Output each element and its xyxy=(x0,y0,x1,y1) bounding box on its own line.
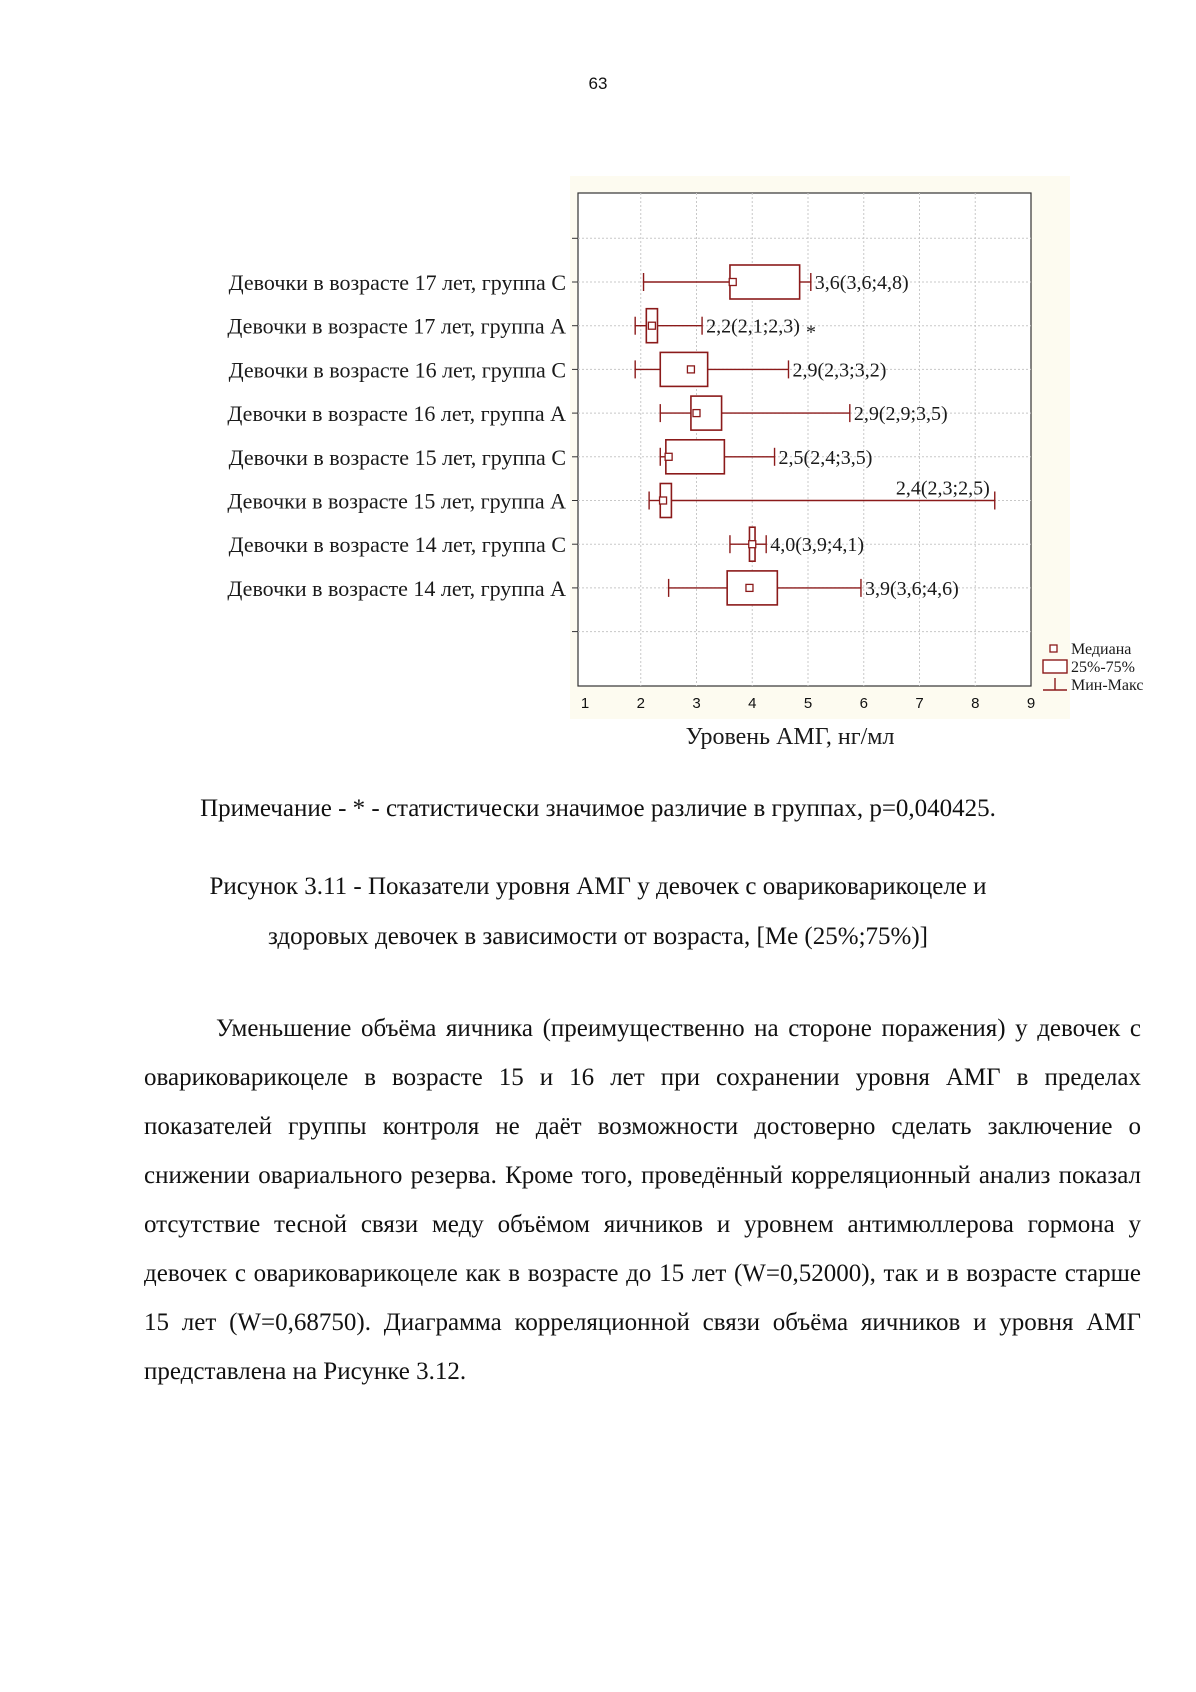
body-text xyxy=(144,1004,1141,1396)
x-tick-label: 1 xyxy=(580,695,590,712)
figure-caption xyxy=(0,862,1196,962)
median-marker xyxy=(660,497,667,504)
figure-note: Примечание - * - статистически значимое различие в группах, p=0,040425. xyxy=(200,795,996,822)
category-label: Девочки в возрасте 14 лет, группа С xyxy=(228,532,566,558)
median-marker xyxy=(746,584,753,591)
x-tick-label: 7 xyxy=(915,695,924,712)
iqr-box xyxy=(730,265,800,299)
x-tick-label: 4 xyxy=(748,695,757,712)
category-label: Девочки в возрасте 17 лет, группа С xyxy=(228,270,566,295)
median-marker xyxy=(687,366,694,373)
value-annotation: 2,2(2,1;2,3) xyxy=(706,315,800,338)
x-tick-label: 3 xyxy=(692,695,701,712)
median-marker xyxy=(665,453,672,460)
legend-median-symbol xyxy=(1050,645,1057,652)
category-label: Девочки в возрасте 17 лет, группа А xyxy=(227,313,566,339)
category-label: Девочки в возрасте 16 лет, группа С xyxy=(228,357,566,383)
category-label: Девочки в возрасте 15 лет, группа С xyxy=(228,444,566,470)
legend-whisker-label: Мин-Макс xyxy=(1071,677,1144,694)
caption-line-2: здоровых девочек в зависимости от возраста, [Me (25%;75%)] xyxy=(268,923,928,950)
x-tick-label: 5 xyxy=(803,695,813,712)
significance-marker: * xyxy=(805,321,816,344)
x-tick-label: 6 xyxy=(859,695,868,712)
median-marker xyxy=(693,410,700,417)
body-paragraph: Уменьшение объёма яичника (преимущественно на стороне поражения) у девочек с овариковарикоцеле в возрасте 15 и 16 лет при сохранении уровня АМГ в пределах показателей группы контроля не даёт возможности достоверно сделать заключение о снижении овариального резерва. Кроме того, проведённый корреляционный анализ показал отсутствие тесной связи меду объёмом яичников и уровнем антимюллерова гормона у девочек с овариковарикоцеле как в возрасте до 15 лет (W=0,52000), так и в возрасте старше 15 лет (W=0,68750). Диаграмма корреляционной связи объёма яичников и уровня АМГ представлена на Рисунке 3.12. xyxy=(144,1015,1141,1385)
value-annotation: 3,9(3,6;4,6) xyxy=(864,577,959,600)
x-axis-title: Уровень АМГ, нг/мл xyxy=(685,724,895,750)
value-annotation: 2,9(2,9;3,5) xyxy=(853,403,948,426)
x-tick-label: 2 xyxy=(636,695,645,712)
caption-line-1: Рисунок 3.11 - Показатели уровня АМГ у девочек с овариковарикоцеле и xyxy=(209,873,987,900)
value-annotation: 4,0(3,9;4,1) xyxy=(770,534,865,557)
iqr-box xyxy=(660,352,707,386)
category-label: Девочки в возрасте 16 лет, группа А xyxy=(227,401,566,427)
median-marker xyxy=(648,322,655,329)
x-tick-label: 9 xyxy=(1026,695,1036,712)
median-marker xyxy=(729,279,736,286)
median-marker xyxy=(749,541,756,548)
value-annotation: 2,4(2,3;2,5) xyxy=(895,477,990,500)
amh-boxplot-chart xyxy=(0,0,1196,780)
legend-box-symbol xyxy=(1043,660,1067,673)
x-tick-label: 8 xyxy=(971,695,980,712)
page-number: 63 xyxy=(588,74,608,93)
legend-median-label: Медиана xyxy=(1071,641,1132,658)
legend-box-label: 25%-75% xyxy=(1071,659,1135,676)
value-annotation: 2,5(2,4;3,5) xyxy=(778,446,873,469)
category-label: Девочки в возрасте 15 лет, группа А xyxy=(227,488,566,514)
iqr-box xyxy=(666,440,725,474)
plot-frame xyxy=(578,193,1031,686)
value-annotation: 3,6(3,6;4,8) xyxy=(814,272,909,294)
category-label: Девочки в возрасте 14 лет, группа А xyxy=(227,575,566,601)
value-annotation: 2,9(2,3;3,2) xyxy=(792,359,887,382)
